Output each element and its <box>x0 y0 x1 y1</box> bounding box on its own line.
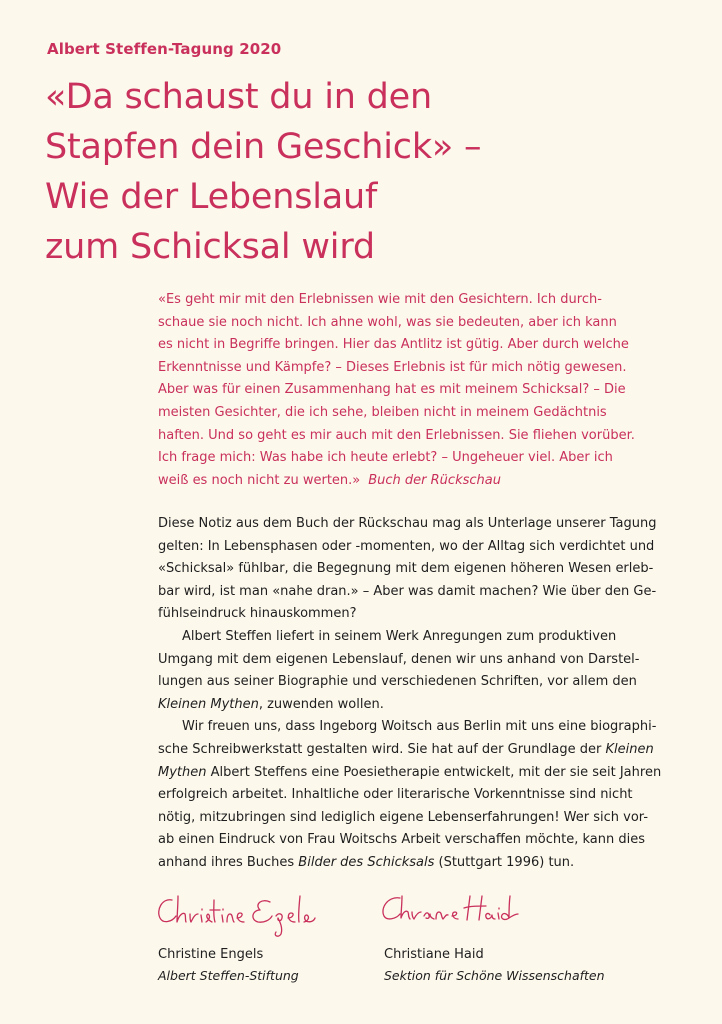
body-text-run: anhand ihres Buches <box>158 854 299 870</box>
signature-block-engels <box>152 888 412 986</box>
body-line: fühlseindruck hinauskommen? <box>158 606 357 622</box>
handwritten-signature <box>378 888 538 940</box>
page-title <box>45 72 695 272</box>
body-line: lungen aus seiner Biographie und verschiedenen Schriften, vor allem den <box>158 674 637 690</box>
title-line: zum Schicksal wird <box>45 227 375 267</box>
signer-organization: Albert Steffen-Stiftung <box>158 968 299 983</box>
body-line: «Schicksal» fühlbar, die Begegnung mit dem eigenen höheren Wesen erleb- <box>158 561 654 577</box>
quote-line-last <box>158 470 678 493</box>
quote-line: Erkenntnisse und Kämpfe? – Dieses Erlebnis ist für mich nötig gewesen. <box>158 359 627 375</box>
quote-text: weiß es noch nicht zu werten.» <box>158 472 361 488</box>
quote-source: Buch der Rückschau <box>368 472 501 488</box>
body-line: gelten: In Lebensphasen oder -momenten, wo der Alltag sich verdichtet und <box>158 538 655 554</box>
body-line: Diese Notiz aus dem Buch der Rückschau mag als Unterlage unserer Tagung <box>158 516 657 531</box>
book-title: Mythen <box>158 764 207 780</box>
body-line: ab einen Eindruck von Frau Woitschs Arbeit verschaffen möchte, kann dies <box>158 832 646 848</box>
body-line: Wir freuen uns, dass Ingeborg Woitsch aus Berlin mit uns eine biographi- <box>182 719 657 735</box>
quote-line: Aber was für einen Zusammenhang hat es mit meinem Schicksal? – Die <box>158 382 626 398</box>
body-line: bar wird, ist man «nahe dran.» – Aber was damit machen? Wie über den Ge- <box>158 583 657 599</box>
body-line: Umgang mit dem eigenen Lebenslauf, denen wir uns anhand von Darstel- <box>158 651 640 667</box>
body-line <box>158 762 668 785</box>
title-line: Wie der Lebenslauf <box>45 177 378 217</box>
quote-line: schaue sie noch nicht. Ich ahne wohl, was sie bedeuten, aber ich kann <box>158 314 617 330</box>
body-text <box>158 513 668 875</box>
body-text-run: sche Schreibwerkstatt gestalten wird. Sie hat auf der Grundlage der <box>158 741 606 757</box>
handwritten-signature <box>152 888 342 940</box>
event-label: Albert Steffen-Tagung 2020 <box>47 40 282 58</box>
signer-name: Christine Engels <box>158 947 264 962</box>
body-line <box>158 739 668 762</box>
signer-name: Christiane Haid <box>384 947 484 962</box>
book-title: Kleinen <box>605 741 654 757</box>
quote-line: meisten Gesichter, die ich sehe, bleiben nicht in meinem Gedächtnis <box>158 404 607 420</box>
quote-line: haften. Und so geht es mir auch mit den Erlebnissen. Sie fliehen vorüber. <box>158 427 635 443</box>
book-title: Bilder des Schicksals <box>298 854 435 870</box>
body-line: erfolgreich arbeitet. Inhaltliche oder literarische Vorkenntnisse sind nicht <box>158 787 633 803</box>
quote-line: Ich frage mich: Was habe ich heute erlebt? – Ungeheuer viel. Aber ich <box>158 450 613 466</box>
signature-block-haid <box>378 888 638 986</box>
book-title: Kleinen Mythen <box>158 696 259 712</box>
body-text-run: (Stuttgart 1996) tun. <box>434 854 575 870</box>
quote-line: «Es geht mir mit den Erlebnissen wie mit den Gesichtern. Ich durch- <box>158 292 602 307</box>
signer-organization: Sektion für Schöne Wissenschaften <box>384 968 605 983</box>
body-text-run: , zuwenden wollen. <box>258 696 384 712</box>
body-line: nötig, mitzubringen sind lediglich eigene Lebenserfahrungen! Wer sich vor- <box>158 809 649 825</box>
title-line: «Da schaust du in den <box>45 77 432 117</box>
quote-block <box>158 289 678 492</box>
body-line <box>158 852 668 875</box>
quote-line: es nicht in Begriffe bringen. Hier das Antlitz ist gütig. Aber durch welche <box>158 337 629 353</box>
title-line: Stapfen dein Geschick» – <box>45 127 482 167</box>
body-line: Albert Steffen liefert in seinem Werk Anregungen zum produktiven <box>182 628 617 644</box>
body-line <box>158 694 668 717</box>
body-text-run: Albert Steffens eine Poesietherapie entwickelt, mit der sie seit Jahren <box>206 764 662 780</box>
